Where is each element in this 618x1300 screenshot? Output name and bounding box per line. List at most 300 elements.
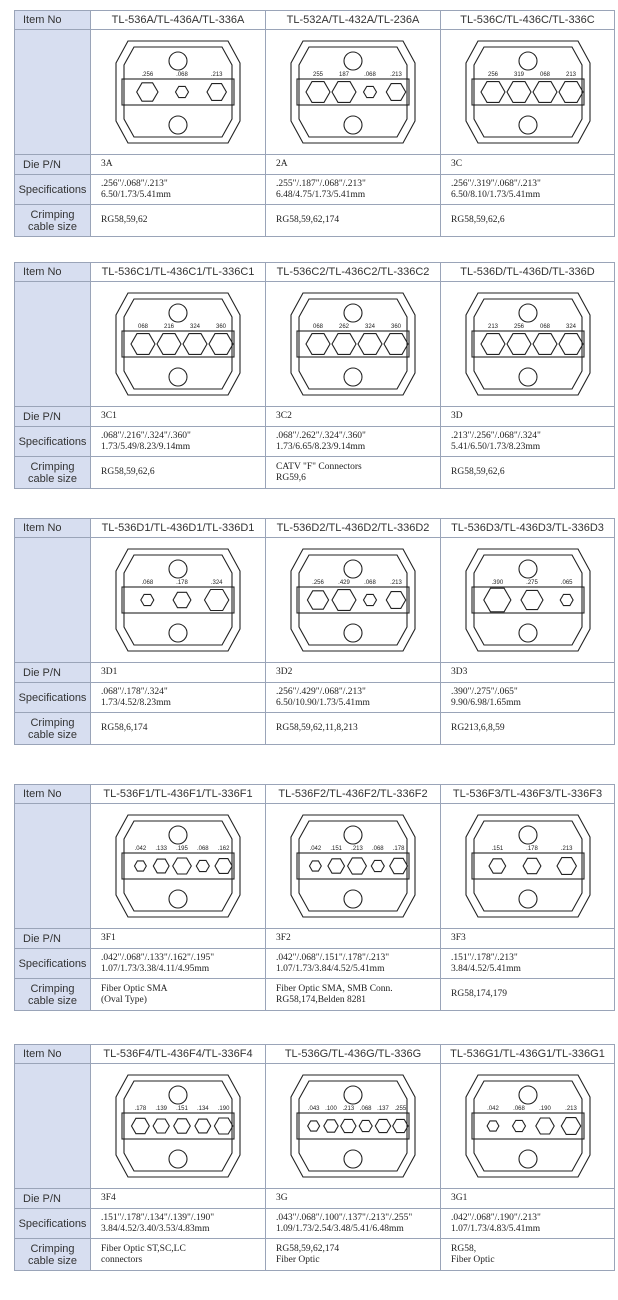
crimping-value (91, 1239, 266, 1271)
item-no-value: TL-536C/TL-436C/TL-336C (441, 11, 615, 30)
item-no-row (15, 519, 615, 538)
cavity-size-label: .178 (176, 580, 188, 586)
die-body-outline (291, 293, 415, 395)
die-image-cell (441, 282, 615, 407)
cavity-size-label: 360 (215, 324, 227, 330)
cavity-size-label: .139 (155, 1106, 168, 1112)
die-pn-row (15, 663, 615, 683)
spec-mm: 1.07/1.73/3.84/4.52/5.41mm (276, 963, 385, 974)
die-image-cell (91, 538, 266, 663)
cavity-size-label: 213 (487, 324, 498, 330)
spec-inches: .255"/.187"/.068"/.213" (276, 178, 366, 189)
jaw-band (472, 79, 584, 105)
crimping-label-line1: Crimping (30, 208, 75, 221)
die-table (14, 1044, 615, 1271)
crimp-die-drawing (458, 807, 598, 925)
crimping-value (266, 979, 441, 1011)
specifications-row (15, 175, 615, 205)
crimping-label (15, 457, 91, 489)
item-no-value: TL-536F3/TL-436F3/TL-336F3 (441, 785, 615, 804)
specifications-value (441, 1209, 615, 1239)
crimp-line1: RG58,59,62,6 (451, 467, 505, 477)
crimping-label (15, 1239, 91, 1271)
crimp-line1: Fiber Optic ST,SC,LC (101, 1243, 186, 1254)
crimp-cavity (307, 591, 328, 609)
specifications-value (91, 949, 266, 979)
die-pn-row (15, 1189, 615, 1209)
blank-label-cell (15, 282, 91, 407)
crimp-line1: Fiber Optic SMA, SMB Conn. (276, 983, 393, 994)
crimp-line1: RG58,59,62,11,8,213 (276, 723, 358, 733)
mounting-hole-bottom (519, 1150, 537, 1168)
die-pn-value: 3F2 (266, 929, 441, 949)
die-image-cell (266, 282, 441, 407)
spec-mm: 1.73/5.49/8.23/9.14mm (101, 441, 191, 452)
die-body-outline (116, 41, 240, 143)
cavity-size-label: .042 (134, 846, 147, 852)
item-no-value: TL-536C1/TL-436C1/TL-336C1 (91, 263, 266, 282)
cavity-size-label: .151 (176, 1106, 188, 1112)
crimping-label-line2: cable size (28, 220, 77, 233)
mounting-hole-top (169, 1086, 187, 1104)
cavity-size-label: 068 (312, 324, 324, 330)
specifications-label: Specifications (15, 1209, 91, 1239)
crimp-cavity (306, 334, 330, 355)
spec-mm: 9.90/6.98/1.65mm (451, 697, 521, 708)
cavity-size-label: .100 (325, 1106, 337, 1112)
die-bevel-outline (124, 821, 232, 911)
crimping-label-line2: cable size (28, 1254, 77, 1267)
cavity-size-label: .151 (330, 846, 343, 852)
crimping-value (266, 1239, 441, 1271)
mounting-hole-top (344, 304, 362, 322)
die-table (14, 784, 615, 1011)
mounting-hole-bottom (169, 116, 187, 134)
die-pn-label: Die P/N (15, 155, 91, 175)
specifications-value (266, 427, 441, 457)
cavity-size-label: 187 (338, 72, 350, 78)
die-pn-label: Die P/N (15, 929, 91, 949)
crimp-cavity (561, 1118, 580, 1135)
crimp-die-drawing (458, 1067, 598, 1185)
spec-inches: .390"/.275"/.065" (451, 686, 518, 697)
die-image-cell (266, 538, 441, 663)
cavity-size-label: 068 (137, 324, 149, 330)
jaw-band (122, 1113, 234, 1139)
die-pn-value: 3D1 (91, 663, 266, 683)
specifications-value (266, 175, 441, 205)
specifications-row (15, 683, 615, 713)
crimp-cavity (523, 858, 541, 873)
die-body-outline (291, 41, 415, 143)
mounting-hole-top (519, 304, 537, 322)
jaw-band (122, 331, 234, 357)
crimping-label-line2: cable size (28, 994, 77, 1007)
crimp-cavity (131, 334, 155, 355)
jaw-band (297, 79, 409, 105)
crimping-row (15, 1239, 615, 1271)
crimp-cavity (533, 82, 557, 103)
crimp-line2: RG59,6 (276, 472, 306, 483)
mounting-hole-top (344, 52, 362, 70)
die-image-cell (91, 30, 266, 155)
crimp-cavity (359, 1120, 372, 1131)
mounting-hole-bottom (169, 368, 187, 386)
die-image-cell (266, 804, 441, 929)
die-body-outline (466, 549, 590, 651)
crimp-line1: RG58,59,62,6 (101, 467, 155, 477)
mounting-hole-bottom (519, 890, 537, 908)
spec-inches: .151"/.178"/.213" (451, 952, 518, 963)
die-pn-value: 3C1 (91, 407, 266, 427)
crimp-die-drawing (108, 285, 248, 403)
crimp-cavity (358, 334, 382, 355)
crimp-cavity (557, 858, 576, 875)
die-image-cell (91, 1064, 266, 1189)
crimp-line2: Fiber Optic (451, 1254, 495, 1265)
cavity-size-label: .068 (196, 846, 209, 852)
spec-mm: 6.50/1.73/5.41mm (101, 189, 171, 200)
spec-inches: .256"/.319"/.068"/.213" (451, 178, 541, 189)
crimp-die-drawing (283, 285, 423, 403)
crimp-cavity (521, 590, 543, 609)
crimp-line2: connectors (101, 1254, 143, 1265)
crimp-cavity (153, 859, 169, 873)
crimp-cavity (489, 859, 506, 873)
spec-mm: 1.73/6.65/8.23/9.14mm (276, 441, 366, 452)
cavity-size-label: 360 (390, 324, 402, 330)
crimp-cavity (533, 334, 557, 355)
item-no-value: TL-536F1/TL-436F1/TL-336F1 (91, 785, 266, 804)
spec-mm: 1.07/1.73/4.83/5.41mm (451, 1223, 541, 1234)
crimp-cavity (153, 1119, 169, 1133)
mounting-hole-top (169, 826, 187, 844)
specifications-value (91, 427, 266, 457)
crimp-cavity (135, 861, 147, 871)
crimping-value (441, 979, 615, 1011)
spec-inches: .068"/.216"/.324"/.360" (101, 430, 191, 441)
mounting-hole-top (344, 826, 362, 844)
crimp-cavity (341, 1119, 356, 1132)
crimp-cavity (209, 334, 233, 355)
die-pn-value: 3C (441, 155, 615, 175)
item-no-value: TL-536D/TL-436D/TL-336D (441, 263, 615, 282)
die-bevel-outline (474, 555, 582, 645)
specifications-value (91, 1209, 266, 1239)
crimping-value (91, 457, 266, 489)
die-image-row (15, 30, 615, 155)
spec-inches: .213"/.256"/.068"/.324" (451, 430, 541, 441)
jaw-band (122, 587, 234, 613)
cavity-size-label: .324 (210, 580, 223, 586)
crimp-line1: Fiber Optic SMA (101, 983, 168, 994)
crimping-value (91, 979, 266, 1011)
cavity-size-label: 256 (487, 72, 498, 78)
specifications-value (441, 949, 615, 979)
spec-mm: 1.73/4.52/8.23mm (101, 697, 171, 708)
die-image-row (15, 804, 615, 929)
die-image-cell (441, 1064, 615, 1189)
cavity-size-label: 319 (513, 72, 524, 78)
crimp-cavity (332, 590, 356, 611)
specifications-label: Specifications (15, 949, 91, 979)
crimp-cavity (375, 1119, 390, 1132)
blank-label-cell (15, 538, 91, 663)
crimp-die-drawing (283, 807, 423, 925)
item-no-value: TL-532A/TL-432A/TL-236A (266, 11, 441, 30)
crimp-die-drawing (283, 1067, 423, 1185)
crimp-cavity (308, 1121, 320, 1131)
mounting-hole-bottom (169, 890, 187, 908)
die-bevel-outline (124, 47, 232, 137)
die-image-row (15, 1064, 615, 1189)
item-no-row (15, 1045, 615, 1064)
die-pn-value: 3C2 (266, 407, 441, 427)
spec-inches: .256"/.429"/.068"/.213" (276, 686, 366, 697)
crimp-cavity (348, 858, 367, 874)
cavity-size-label: .042 (309, 846, 322, 852)
spec-mm: 1.07/1.73/3.38/4.11/4.95mm (101, 963, 210, 974)
crimping-label-line1: Crimping (30, 982, 75, 995)
mounting-hole-top (169, 52, 187, 70)
spec-inches: .043"/.068"/.100"/.137"/.213"/.255" (276, 1212, 413, 1223)
cavity-size-label: .256 (141, 72, 154, 78)
die-pn-row (15, 929, 615, 949)
mounting-hole-bottom (519, 116, 537, 134)
crimp-cavity (386, 592, 405, 609)
crimp-die-drawing (283, 33, 423, 151)
cavity-size-label: .213 (564, 1106, 577, 1112)
jaw-band (472, 1113, 584, 1139)
item-no-label: Item No (15, 519, 91, 538)
crimp-die-drawing (108, 33, 248, 151)
die-pn-label: Die P/N (15, 407, 91, 427)
die-pn-value: 3D2 (266, 663, 441, 683)
cavity-size-label: .213 (210, 72, 223, 78)
die-pn-value: 3G1 (441, 1189, 615, 1209)
spec-mm: 3.84/4.52/5.41mm (451, 963, 521, 974)
cavity-size-label: .195 (176, 846, 188, 852)
item-no-value: TL-536D2/TL-436D2/TL-336D2 (266, 519, 441, 538)
die-pn-value: 3A (91, 155, 266, 175)
cavity-size-label: 324 (364, 324, 376, 330)
spec-inches: .151"/.178"/.134"/.139"/.190" (101, 1212, 215, 1223)
spec-inches: .042"/.068"/.133"/.162"/.195" (101, 952, 215, 963)
crimp-cavity (507, 82, 531, 103)
cavity-size-label: .042 (486, 1106, 499, 1112)
crimp-cavity (205, 590, 229, 611)
crimping-label (15, 979, 91, 1011)
crimp-line1: RG58,59,62,6 (451, 215, 505, 225)
cavity-size-label: .190 (538, 1106, 551, 1112)
die-image-cell (266, 30, 441, 155)
cavity-size-label: .151 (490, 846, 503, 852)
blank-label-cell (15, 30, 91, 155)
jaw-band (297, 853, 409, 879)
die-body-outline (291, 549, 415, 651)
item-no-value: TL-536A/TL-436A/TL-336A (91, 11, 266, 30)
specifications-value (441, 427, 615, 457)
die-pn-value: 3F3 (441, 929, 615, 949)
mounting-hole-bottom (169, 1150, 187, 1168)
cavity-size-label: .275 (525, 580, 538, 586)
die-table (14, 518, 615, 745)
die-image-row (15, 282, 615, 407)
cavity-size-label: 324 (565, 324, 576, 330)
item-no-row (15, 11, 615, 30)
specifications-label: Specifications (15, 427, 91, 457)
jaw-band (122, 79, 234, 105)
die-bevel-outline (299, 47, 407, 137)
die-pn-value: 3D3 (441, 663, 615, 683)
die-image-row (15, 538, 615, 663)
item-no-label: Item No (15, 263, 91, 282)
crimp-cavity (371, 860, 384, 871)
crimp-cavity (173, 858, 192, 874)
crimp-cavity (332, 82, 356, 103)
die-table (14, 10, 615, 237)
die-body-outline (466, 293, 590, 395)
specifications-value (266, 949, 441, 979)
specifications-label: Specifications (15, 683, 91, 713)
item-no-value: TL-536F4/TL-436F4/TL-336F4 (91, 1045, 266, 1064)
crimp-cavity (386, 84, 405, 101)
die-bevel-outline (299, 555, 407, 645)
crimping-value (266, 457, 441, 489)
mounting-hole-top (519, 560, 537, 578)
specifications-label: Specifications (15, 175, 91, 205)
crimp-cavity (183, 334, 207, 355)
mounting-hole-top (519, 826, 537, 844)
item-no-value: TL-536D1/TL-436D1/TL-336D1 (91, 519, 266, 538)
crimp-cavity (306, 82, 330, 103)
crimp-cavity (332, 334, 356, 355)
crimping-row (15, 713, 615, 745)
mounting-hole-bottom (344, 890, 362, 908)
mounting-hole-top (169, 304, 187, 322)
spec-inches: .068"/.262"/.324"/.360" (276, 430, 366, 441)
mounting-hole-bottom (344, 1150, 362, 1168)
spec-inches: .042"/.068"/.151"/.178"/.213" (276, 952, 390, 963)
mounting-hole-bottom (344, 368, 362, 386)
cavity-size-label: 068 (539, 324, 550, 330)
crimp-line2: RG58,174,Belden 8281 (276, 994, 366, 1005)
crimp-line1: RG58,6,174 (101, 723, 148, 733)
item-no-label: Item No (15, 11, 91, 30)
mounting-hole-top (519, 52, 537, 70)
crimping-value (266, 713, 441, 745)
cavity-size-label: .162 (217, 846, 230, 852)
blank-label-cell (15, 1064, 91, 1189)
item-no-row (15, 263, 615, 282)
spec-mm: 5.41/6.50/1.73/8.23mm (451, 441, 541, 452)
spec-mm: 1.09/1.73/2.54/3.48/5.41/6.48mm (276, 1223, 404, 1234)
cavity-size-label: 213 (565, 72, 576, 78)
die-image-cell (441, 804, 615, 929)
specifications-row (15, 427, 615, 457)
specifications-value (91, 683, 266, 713)
crimp-die-drawing (108, 1067, 248, 1185)
die-pn-label: Die P/N (15, 663, 91, 683)
spec-mm: 6.50/8.10/1.73/5.41mm (451, 189, 541, 200)
die-image-cell (91, 282, 266, 407)
jaw-band (122, 853, 234, 879)
die-bevel-outline (299, 821, 407, 911)
die-pn-value: 3F1 (91, 929, 266, 949)
crimp-line1: RG213,6,8,59 (451, 723, 505, 733)
spec-inches: .256"/.068"/.213" (101, 178, 168, 189)
cavity-size-label: .255 (394, 1106, 407, 1112)
mounting-hole-bottom (519, 368, 537, 386)
item-no-row (15, 785, 615, 804)
crimping-label-line1: Crimping (30, 1242, 75, 1255)
crimping-label-line2: cable size (28, 472, 77, 485)
crimp-cavity (310, 861, 322, 871)
specifications-value (441, 175, 615, 205)
die-pn-value: 3F4 (91, 1189, 266, 1209)
cavity-size-label: .429 (338, 580, 350, 586)
specifications-row (15, 949, 615, 979)
cavity-size-label: .065 (560, 580, 573, 586)
mounting-hole-bottom (344, 116, 362, 134)
crimping-row (15, 979, 615, 1011)
die-body-outline (291, 1075, 415, 1177)
crimp-line1: RG58,59,62 (101, 215, 148, 225)
die-bevel-outline (474, 47, 582, 137)
crimp-cavity (559, 334, 583, 355)
crimp-cavity (481, 82, 505, 103)
cavity-size-label: .137 (377, 1106, 389, 1112)
crimp-line1: RG58,174,179 (451, 989, 507, 999)
die-pn-value: 2A (266, 155, 441, 175)
cavity-size-label: 324 (189, 324, 201, 330)
spec-inches: .042"/.068"/.190"/.213" (451, 1212, 541, 1223)
mounting-hole-top (344, 560, 362, 578)
crimp-cavity (512, 1120, 525, 1131)
crimp-cavity (393, 1119, 408, 1132)
die-body-outline (116, 1075, 240, 1177)
mounting-hole-bottom (519, 624, 537, 642)
die-pn-row (15, 407, 615, 427)
crimping-row (15, 205, 615, 237)
crimp-cavity (559, 82, 583, 103)
die-body-outline (116, 549, 240, 651)
crimp-cavity (132, 1118, 150, 1133)
die-bevel-outline (124, 299, 232, 389)
cavity-size-label: .178 (392, 846, 405, 852)
crimp-die-drawing (458, 33, 598, 151)
cavity-size-label: 255 (312, 72, 324, 78)
cavity-size-label: 256 (513, 324, 524, 330)
cavity-size-label: .213 (390, 72, 402, 78)
die-bevel-outline (299, 299, 407, 389)
mounting-hole-bottom (344, 624, 362, 642)
die-pn-label: Die P/N (15, 1189, 91, 1209)
cavity-size-label: .256 (312, 580, 324, 586)
die-pn-row (15, 155, 615, 175)
die-bevel-outline (474, 299, 582, 389)
cavity-size-label: .068 (141, 580, 154, 586)
jaw-band (472, 331, 584, 357)
cavity-size-label: .178 (134, 1106, 147, 1112)
specifications-row (15, 1209, 615, 1239)
crimping-value (266, 205, 441, 237)
mounting-hole-top (344, 1086, 362, 1104)
crimping-label-line2: cable size (28, 728, 77, 741)
spec-mm: 3.84/4.52/3.40/3.53/4.83mm (101, 1223, 210, 1234)
cavity-size-label: .390 (490, 580, 503, 586)
crimp-die-drawing (458, 285, 598, 403)
